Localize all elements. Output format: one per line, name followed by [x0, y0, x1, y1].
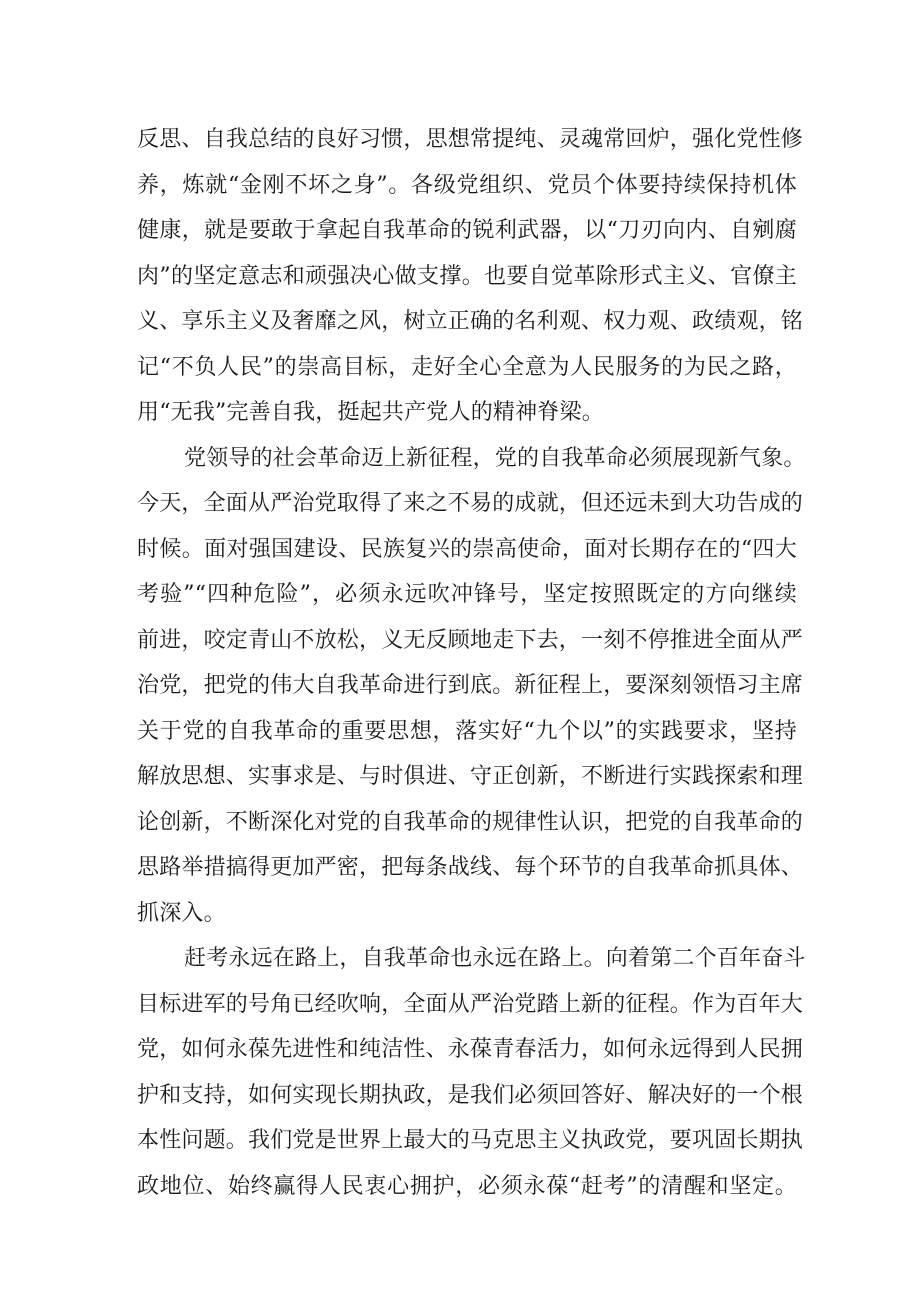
text-line: 护和支持，如何实现长期执政，是我们必须回答好、解决好的一个根 — [137, 1082, 804, 1108]
text-line: 党，如何永葆先进性和纯洁性、永葆青春活力，如何永远得到人民拥 — [137, 1037, 804, 1062]
text-line: 今天，全面从严治党取得了来之不易的成就，但还远未到大功告成的 — [137, 491, 804, 516]
text-line: 用“无我”完善自我，挺起共产党人的精神脊梁。 — [137, 400, 604, 425]
text-line: 关于党的自我革命的重要思想，落实好“九个以”的实践要求，坚持 — [137, 718, 797, 744]
text-line: 论创新，不断深化对党的自我革命的规律性认识，把党的自我革命的 — [137, 809, 804, 835]
text-line: 时候。面对强国建设、民族复兴的崇高使命，面对长期存在的“四大 — [137, 536, 797, 562]
text-line: 考验”“四种危险”，必须永远吹冲锋号，坚定按照既定的方向继续 — [137, 582, 797, 607]
text-line: 赶考永远在路上，自我革命也永远在路上。向着第二个百年奋斗 — [184, 946, 806, 971]
text-line: 思路举措搞得更加严密，把每条战线、每个环节的自我革命抓具体、 — [137, 855, 804, 880]
text-line: 反思、自我总结的良好习惯，思想常提纯、灵魂常回炉，强化党性修 — [137, 127, 804, 152]
text-line: 肉”的坚定意志和顽强决心做支撑。也要自觉革除形式主义、官僚主 — [137, 263, 797, 289]
text-line: 健康，就是要敢于拿起自我革命的锐利武器，以“刀刃向内、自剜腐 — [137, 218, 797, 243]
text-line: 解放思想、实事求是、与时俱进、守正创新，不断进行实践探索和理 — [137, 764, 804, 789]
text-line: 前进，咬定青山不放松，义无反顾地走下去，一刻不停推进全面从严 — [137, 627, 804, 653]
text-line: 本性问题。我们党是世界上最大的马克思主义执政党，要巩固长期执 — [137, 1128, 804, 1153]
text-line: 记“不负人民”的崇高目标，走好全心全意为人民服务的为民之路， — [137, 354, 797, 380]
text-line: 党领导的社会革命迈上新征程，党的自我革命必须展现新气象。 — [184, 445, 806, 471]
text-line: 义、享乐主义及奢靡之风，树立正确的名利观、权力观、政绩观，铭 — [137, 309, 804, 334]
text-line: 治党，把党的伟大自我革命进行到底。新征程上，要深刻领悟习主席 — [137, 673, 804, 698]
text-line: 政地位、始终赢得人民衷心拥护，必须永葆“赶考”的清醒和坚定。 — [137, 1173, 797, 1199]
text-line: 目标进军的号角已经吹响，全面从严治党踏上新的征程。作为百年大 — [137, 991, 804, 1017]
text-line: 抓深入。 — [137, 900, 226, 926]
document-body — [137, 117, 806, 1209]
text-line: 养，炼就“金刚不坏之身”。各级党组织、党员个体要持续保持机体 — [137, 172, 797, 198]
